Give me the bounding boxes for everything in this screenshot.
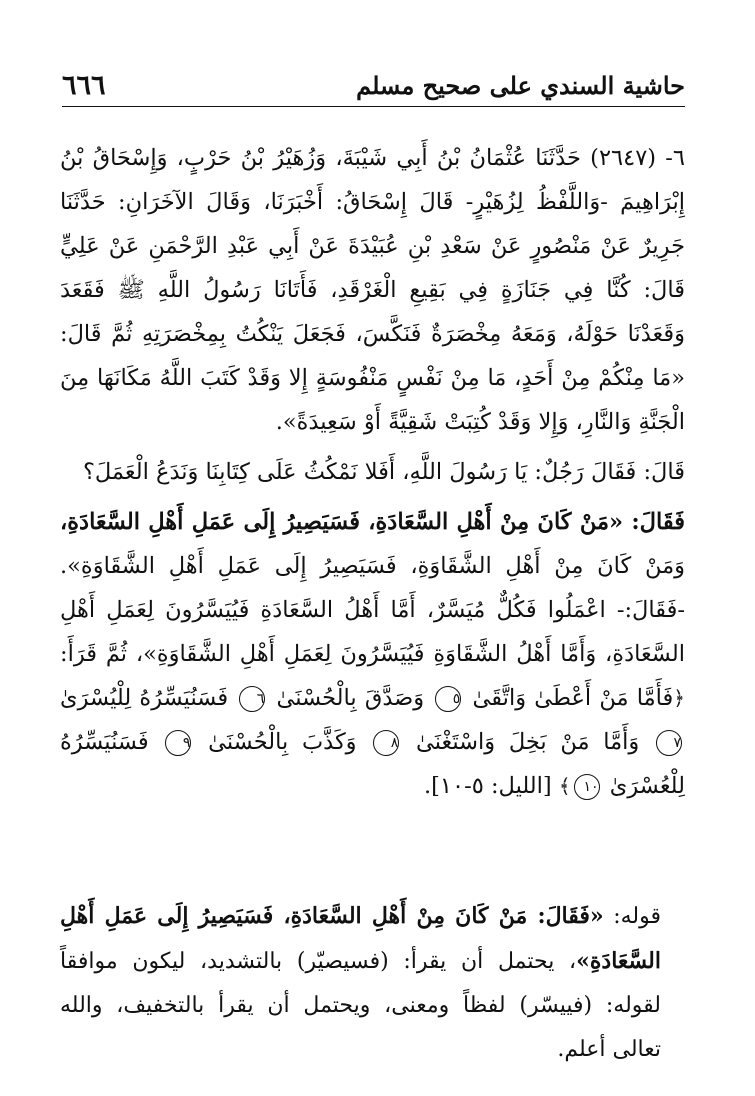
hadith-question: قَالَ: فَقَالَ رَجُلٌ: يَا رَسُولَ اللَّهِ، أَفَلا نَمْكُثُ عَلَى كِتَابِنَا وَنَدَعُ الْعَمَلَ؟ (82, 459, 685, 485)
quran-verse-text: وَكَذَّبَ بِالْحُسْنَىٰ (208, 729, 357, 755)
ayah-number-marker: ٩ (165, 730, 191, 756)
quran-verse-text: وَصَدَّقَ بِالْحُسْنَىٰ (276, 685, 425, 711)
ayah-number-marker: ١٠ (574, 774, 600, 800)
ayah-number-marker: ٦ (239, 686, 265, 712)
quran-verse-text: فَسَنُيَسِّرُهُ لِلْعُسْرَىٰ (60, 729, 685, 799)
commentary-quote: «فَقَالَ: مَنْ كَانَ مِنْ أَهْلِ السَّعَادَةِ، فَسَيَصِيرُ إِلَى عَمَلِ أَهْلِ السَّعَادَةِ» (60, 903, 661, 974)
running-header (62, 60, 685, 107)
hadith-paragraph-1 (60, 136, 685, 444)
ayah-number-marker: ٥ (435, 686, 461, 712)
hadith-paragraph-3 (60, 500, 685, 808)
quran-verse-text: فَأَمَّا مَنْ أَعْطَىٰ وَاتَّقَىٰ (472, 685, 674, 711)
ayah-number-marker: ٨ (373, 730, 399, 756)
quran-close-bracket: ﴾ (558, 774, 571, 798)
commentary-lead: قوله: (613, 904, 661, 929)
hadith-text: حَدَّثَنَا عُثْمَانُ بْنُ أَبِي شَيْبَةَ، وَزُهَيْرُ بْنُ حَرْبٍ، وَإِسْحَاقُ بْنُ إِبْرَاهِيمَ -وَاللَّفْظُ لِزُهَيْرٍ- قَالَ إِسْحَاقُ: أَخْبَرَنَا، وَقَالَ الآخَرَانِ: حَدَّثَنَا جَرِيرٌ عَنْ مَنْصُورٍ عَنْ سَعْدِ بْنِ عُبَيْدَةَ عَنْ أَبِي عَبْدِ الرَّحْمَنِ عَنْ عَلِيٍّ قَالَ: كُنَّا فِي جَنَازَةٍ فِي بَقِيعِ الْغَرْقَدِ، فَأَتَانَا رَسُولُ اللَّهِ ﷺ فَقَعَدَ وَقَعَدْنَا حَوْلَهُ، وَمَعَهُ مِخْصَرَةٌ فَنَكَّسَ، فَجَعَلَ يَنْكُتُ بِمِخْصَرَتِهِ ثُمَّ قَالَ: «مَا مِنْكُمْ مِنْ أَحَدٍ، مَا مِنْ نَفْسٍ مَنْفُوسَةٍ إِلا وَقَدْ كَتَبَ اللَّهُ مَكَانَهَا مِنَ الْجَنَّةِ وَالنَّارِ، وَإِلا وَقَدْ كُتِبَتْ شَقِيَّةً أَوْ سَعِيدَةً». (60, 145, 685, 435)
quran-citation: [الليل: ٥-١٠]. (423, 773, 552, 799)
page-number: ٦٦٦ (62, 70, 106, 101)
commentary-paragraph (60, 894, 685, 1072)
quran-verse-text: فَسَنُيَسِّرُهُ لِلْيُسْرَىٰ (60, 685, 229, 711)
hadith-answer-bold: فَقَالَ: «مَنْ كَانَ مِنْ أَهْلِ السَّعَادَةِ، فَسَيَصِيرُ إِلَى عَمَلِ أَهْلِ السَّعَادَةِ، (60, 509, 685, 535)
commentary-text: ، يحتمل أن يقرأ: (فسيصيّر) بالتشديد، ليكون موافقاً لقوله: (فييسّر) لفظاً ومعنى، ويحتمل أن يقرأ بالتخفيف، والله تعالى أعلم. (60, 949, 661, 1062)
hadith-paragraph-2 (60, 450, 685, 494)
hadith-number: ٦- (٢٦٤٧) (590, 145, 685, 171)
commentary-block (60, 894, 685, 1072)
ayah-number-marker: ٧ (656, 730, 682, 756)
hadith-answer: وَمَنْ كَانَ مِنْ أَهْلِ الشَّقَاوَةِ، فَسَيَصِيرُ إِلَى عَمَلِ أَهْلِ الشَّقَاوَةِ». -فَقَالَ:- اعْمَلُوا فَكُلٌّ مُيَسَّرٌ، أَمَّا أَهْلُ السَّعَادَةِ فَيُيَسَّرُونَ لِعَمَلِ أَهْلِ السَّعَادَةِ، وَأَمَّا أَهْلُ الشَّقَاوَةِ فَيُيَسَّرُونَ لِعَمَلِ أَهْلِ الشَّقَاوَةِ»، ثُمَّ قَرَأَ: (60, 553, 685, 667)
running-title: حاشية السندي على صحيح مسلم (356, 71, 685, 100)
quran-verse-text: وَأَمَّا مَنْ بَخِلَ وَاسْتَغْنَىٰ (415, 729, 640, 755)
hadith-block (60, 136, 685, 808)
quran-open-bracket: ﴿ (673, 686, 686, 710)
